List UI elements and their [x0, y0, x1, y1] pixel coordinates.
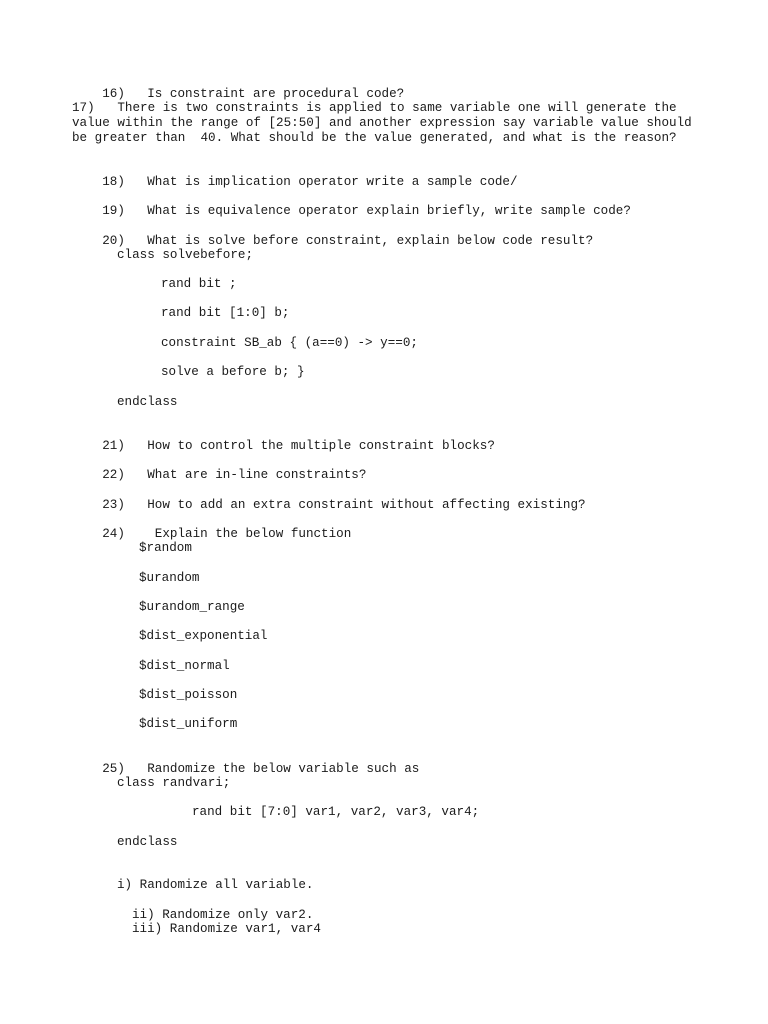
- code-line: endclass: [117, 835, 178, 849]
- code-line: constraint SB_ab { (a==0) -> y==0;: [161, 336, 418, 350]
- function-item: $dist_exponential: [139, 629, 268, 643]
- question-text: Explain the below function: [147, 527, 352, 541]
- question-number: 22): [102, 468, 125, 482]
- code-line: class randvari;: [117, 776, 231, 790]
- question-text: What are in-line constraints?: [147, 468, 367, 482]
- question-17: 17) There is two constraints is applied to same variable one will generate the value within the range of [25:50] and another expression say variable value should be greater than 40. What should be the value generated, and what is the reason?: [72, 101, 700, 145]
- question-number: 25): [102, 762, 125, 776]
- question-text: Is constraint are procedural code?: [147, 87, 405, 101]
- function-item: $dist_normal: [139, 659, 230, 673]
- sub-item: iii) Randomize var1, var4: [132, 922, 321, 936]
- question-number: 20): [102, 234, 125, 248]
- question-number: 21): [102, 439, 125, 453]
- code-line: endclass: [117, 395, 178, 409]
- function-item: $urandom_range: [139, 600, 245, 614]
- question-text: Randomize the below variable such as: [147, 762, 420, 776]
- question-text: What is solve before constraint, explain below code result?: [147, 234, 594, 248]
- question-text: How to add an extra constraint without affecting existing?: [147, 498, 586, 512]
- code-line: rand bit [1:0] b;: [161, 306, 290, 320]
- code-line: rand bit [7:0] var1, var2, var3, var4;: [192, 805, 480, 819]
- sub-item: ii) Randomize only var2.: [132, 908, 314, 922]
- question-number: 18): [102, 175, 125, 189]
- question-24: [72, 512, 351, 557]
- question-text: What is implication operator write a sample code/: [147, 175, 518, 189]
- question-number: 23): [102, 498, 125, 512]
- code-line: rand bit ;: [161, 277, 237, 291]
- question-number: 19): [102, 204, 125, 218]
- question-text: What is equivalence operator explain briefly, write sample code?: [147, 204, 631, 218]
- function-item: $dist_poisson: [139, 688, 238, 702]
- function-item: $random: [139, 541, 192, 555]
- question-number: 16): [102, 87, 125, 101]
- question-text: How to control the multiple constraint blocks?: [147, 439, 495, 453]
- function-item: $dist_uniform: [139, 717, 238, 731]
- function-item: $urandom: [139, 571, 200, 585]
- code-line: solve a before b; }: [161, 365, 305, 379]
- code-line: class solvebefore;: [117, 248, 254, 262]
- sub-item: i) Randomize all variable.: [117, 878, 314, 892]
- question-number: 24): [102, 527, 125, 541]
